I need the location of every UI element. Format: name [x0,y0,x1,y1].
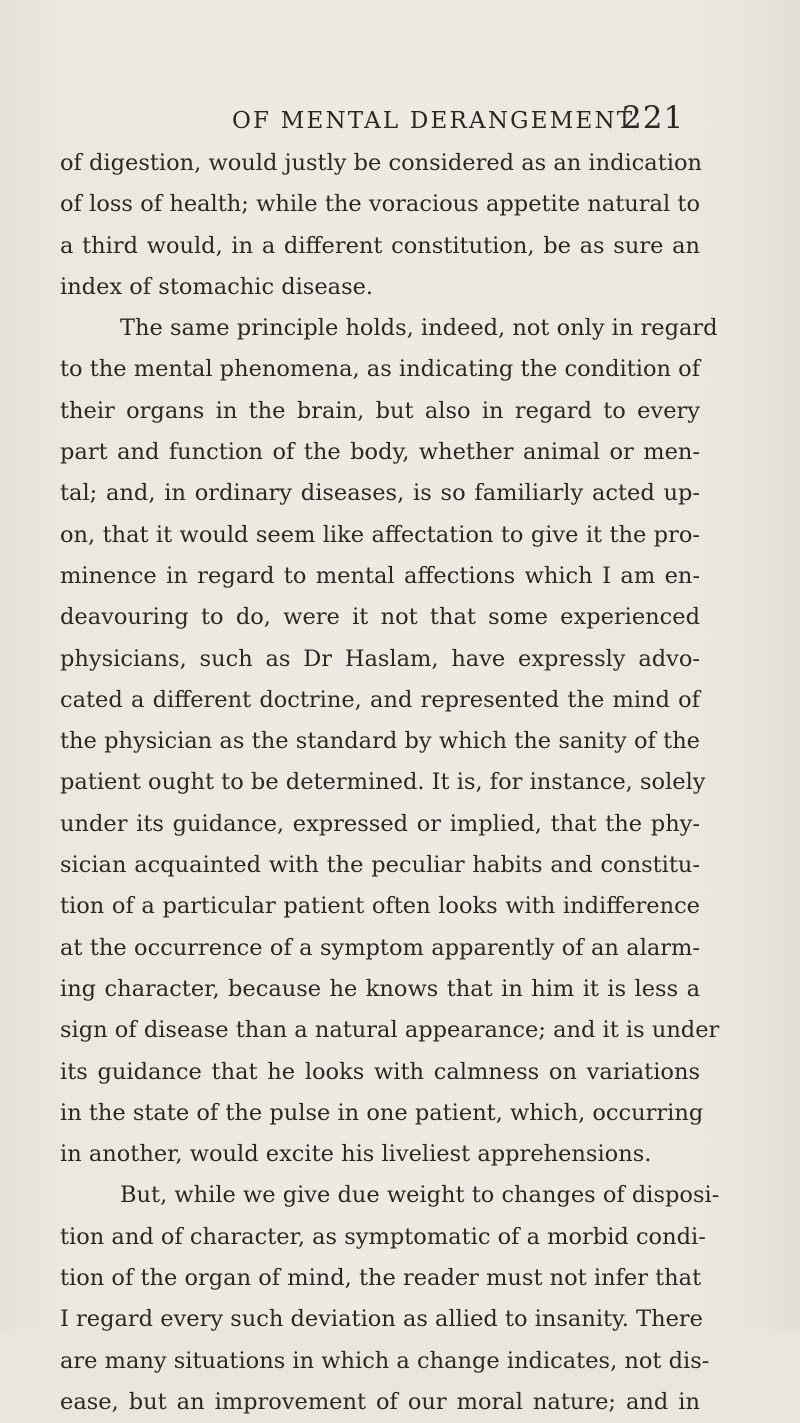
text-line: tal; and, in ordinary diseases, is so familiarly acted up- [60,480,700,507]
text-line: to the mental phenomena, as indicating the condition of [60,356,701,383]
text-line: sign of disease than a natural appearance; and it is under [60,1017,720,1044]
text-line: tion and of character, as symptomatic of a morbid condi- [60,1223,706,1250]
page-number: 221 [622,100,685,136]
text-line: under its guidance, expressed or implied, that the phy- [60,810,700,837]
text-line: cated a different doctrine, and represented the mind of [60,686,700,713]
body-text [60,143,720,1423]
text-line: The same principle holds, indeed, not only in regard [120,315,718,342]
text-line: tion of the organ of mind, the reader must not infer that [60,1265,702,1292]
text-line: of loss of health; while the voracious appetite natural to [60,191,700,218]
text-line: part and function of the body, whether animal or men- [60,439,700,466]
text-line: their organs in the brain, but also in regard to every [60,397,700,424]
text-line: ing character, because he knows that in him it is less a [60,975,700,1002]
text-line: at the occurrence of a symptom apparently of an alarm- [60,934,700,961]
text-line: deavouring to do, were it not that some experienced [60,604,700,631]
running-title: OF MENTAL DERANGEMENT. [232,108,641,134]
text-line: tion of a particular patient often looks with indifference [60,893,700,920]
text-line: the physician as the standard by which the sanity of the [60,728,700,755]
text-line: its guidance that he looks with calmness on variations [60,1058,700,1085]
text-line: a third would, in a different constitution, be as sure an [60,232,700,259]
page-header [0,100,800,140]
text-line: minence in regard to mental affections which I am en- [60,562,700,589]
text-line: in the state of the pulse in one patient, which, occurring [60,1099,704,1126]
text-line: sician acquainted with the peculiar habits and constitu- [60,852,700,879]
text-line: physicians, such as Dr Haslam, have expressly advo- [60,645,700,672]
text-line: patient ought to be determined. It is, for instance, solely [60,769,706,796]
text-line: of digestion, would justly be considered as an indication [60,150,702,176]
text-line: in another, would excite his liveliest apprehensions. [60,1141,652,1168]
text-line: But, while we give due weight to changes of disposi- [120,1182,720,1209]
text-line: I regard every such deviation as allied to insanity. There [60,1306,703,1333]
text-line: on, that it would seem like affectation to give it the pro- [60,521,700,548]
text-line: ease, but an improvement of our moral nature; and in [60,1388,700,1415]
text-line: index of stomachic disease. [60,273,374,300]
text-line: are many situations in which a change indicates, not dis- [60,1347,710,1374]
